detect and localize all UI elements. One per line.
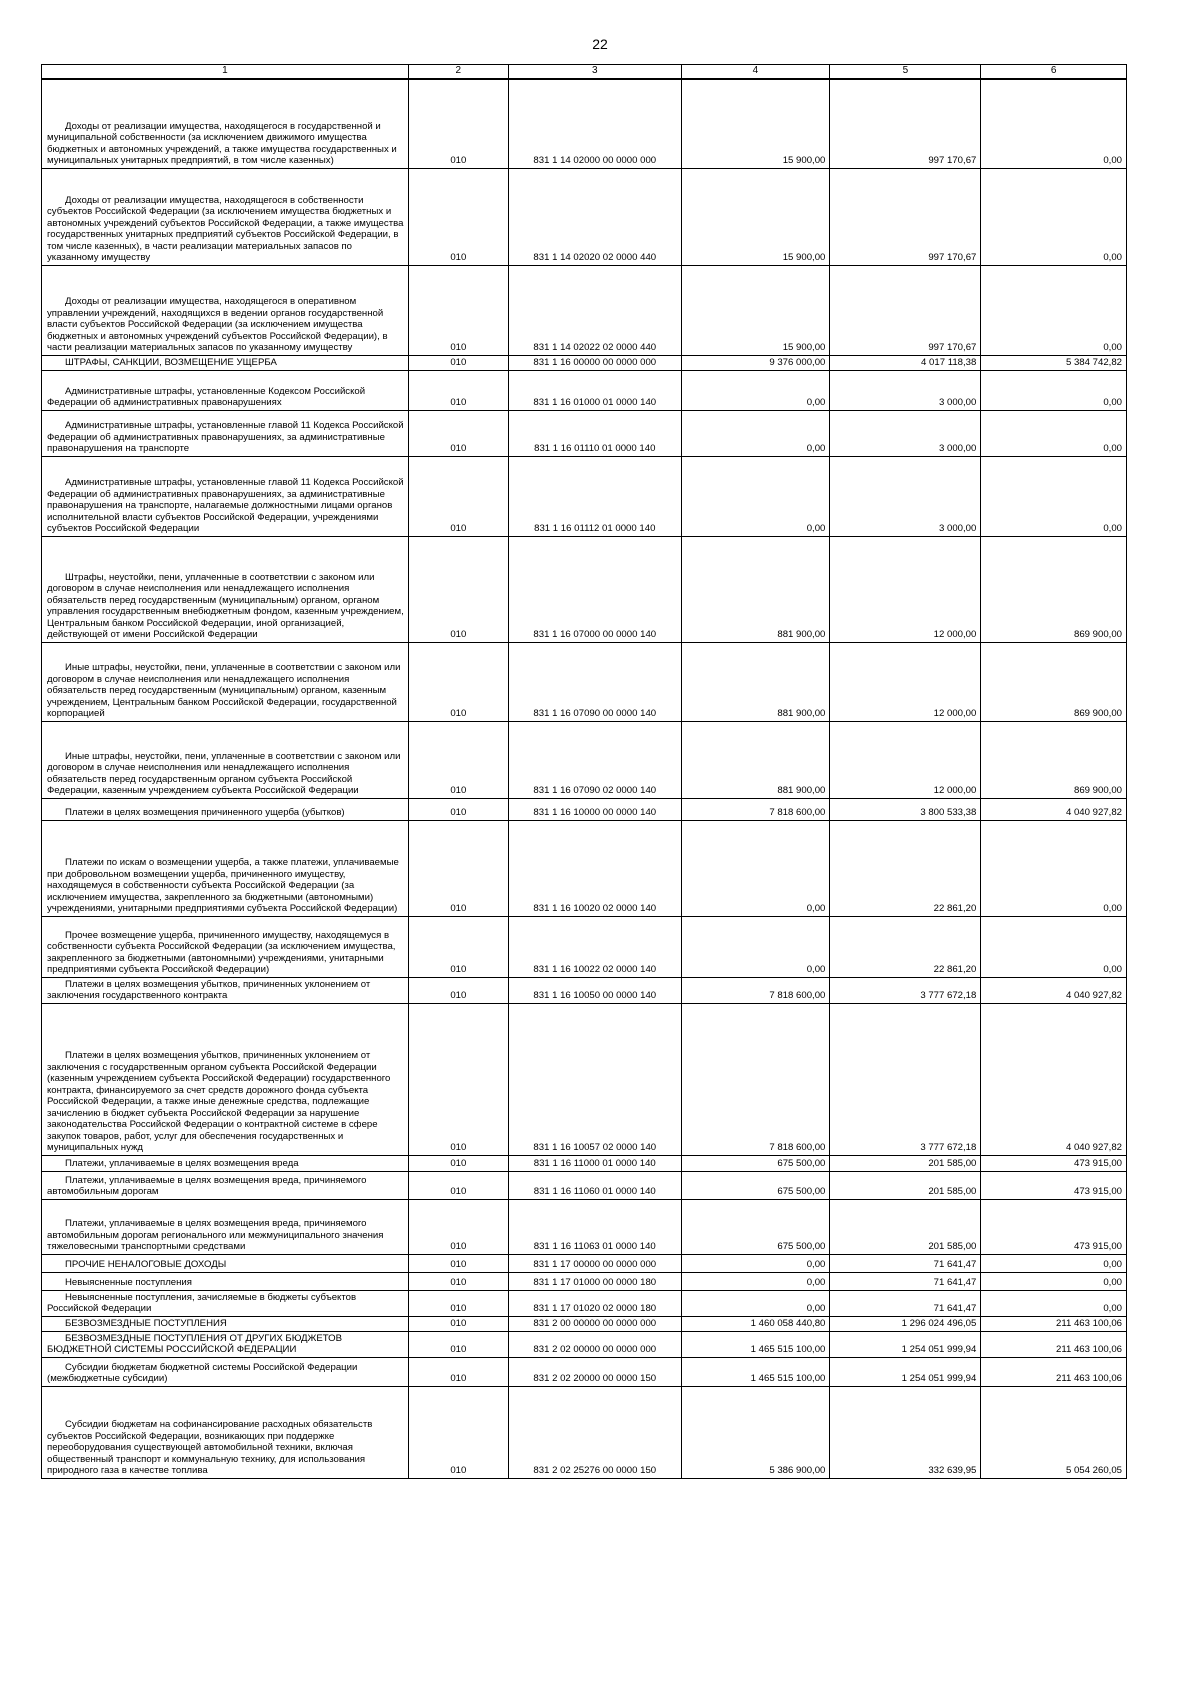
row-executed-amount: 201 585,00 <box>830 1155 981 1171</box>
row-line-code: 010 <box>408 265 508 355</box>
row-executed-amount: 997 170,67 <box>830 168 981 265</box>
row-budget-code: 831 1 17 01000 00 0000 180 <box>508 1272 681 1290</box>
table-row <box>42 977 1127 1003</box>
row-approved-amount: 1 460 058 440,80 <box>681 1316 830 1331</box>
row-name-text: Субсидии бюджетам на софинансирование расходных обязательств субъектов Российской Федерации, возникающих при поддержке переоборудования существующей автомобильной техники, включая общественный транспорт и коммунальную технику, для использования природного газа в качестве топлива <box>47 1419 373 1476</box>
row-name-text: Платежи, уплачиваемые в целях возмещения вреда <box>65 1158 299 1169</box>
row-name <box>42 1357 409 1386</box>
row-name <box>42 536 409 642</box>
row-name <box>42 642 409 721</box>
row-unexecuted-amount: 5 384 742,82 <box>981 355 1127 370</box>
row-executed-amount: 71 641,47 <box>830 1290 981 1316</box>
table-row <box>42 1254 1127 1272</box>
row-line-code: 010 <box>408 642 508 721</box>
row-unexecuted-amount: 211 463 100,06 <box>981 1331 1127 1357</box>
row-name-text: Доходы от реализации имущества, находящегося в государственной и муниципальной собственности (за исключением движимого имущества бюджетных и автономных учреждений, а также имущества государственных и муниципальных унитарных предприятий, в том числе казенных) <box>47 120 397 166</box>
row-line-code: 010 <box>408 1290 508 1316</box>
row-name-text: Платежи в целях возмещения убытков, причиненных уклонением от заключения с государственным органом субъекта Российской Федерации (казенным учреждением субъекта Российской Федерации) государственного контракта, финансируемого за счет средств дорожного фонда субъекта Российской Федерации, а также иные денежные средства, подлежащие зачислению в бюджет субъекта Российской Федерации за нарушение законодательства Российской Федерации о контрактной системе в сфере закупок товаров, работ, услуг для обеспечения государственных и муниципальных нужд <box>47 1050 391 1153</box>
row-approved-amount: 0,00 <box>681 1290 830 1316</box>
row-line-code: 010 <box>408 1171 508 1199</box>
table-row <box>42 798 1127 820</box>
row-name-text: Платежи в целях возмещения причиненного ущерба (убытков) <box>65 807 345 818</box>
row-executed-amount: 3 777 672,18 <box>830 977 981 1003</box>
row-budget-code: 831 2 00 00000 00 0000 000 <box>508 1316 681 1331</box>
column-header: 4 <box>681 65 830 80</box>
row-approved-amount: 0,00 <box>681 1272 830 1290</box>
table-row <box>42 642 1127 721</box>
row-name <box>42 370 409 410</box>
row-name-text: БЕЗВОЗМЕЗДНЫЕ ПОСТУПЛЕНИЯ ОТ ДРУГИХ БЮДЖЕТОВ БЮДЖЕТНОЙ СИСТЕМЫ РОССИЙСКОЙ ФЕДЕРАЦИИ <box>47 1332 343 1355</box>
table-row <box>42 1171 1127 1199</box>
row-executed-amount: 22 861,20 <box>830 820 981 916</box>
row-name <box>42 79 409 168</box>
row-executed-amount: 1 296 024 496,05 <box>830 1316 981 1331</box>
row-unexecuted-amount: 869 900,00 <box>981 721 1127 798</box>
row-budget-code: 831 1 16 10050 00 0000 140 <box>508 977 681 1003</box>
column-header: 3 <box>508 65 681 80</box>
row-name <box>42 355 409 370</box>
row-unexecuted-amount: 0,00 <box>981 370 1127 410</box>
row-budget-code: 831 1 16 10057 02 0000 140 <box>508 1003 681 1155</box>
table-row <box>42 820 1127 916</box>
row-budget-code: 831 1 16 11060 01 0000 140 <box>508 1171 681 1199</box>
table-row <box>42 536 1127 642</box>
row-name <box>42 410 409 456</box>
table-row <box>42 168 1127 265</box>
row-line-code: 010 <box>408 79 508 168</box>
row-name-text: Платежи, уплачиваемые в целях возмещения вреда, причиняемого автомобильным дорогам <box>47 1174 367 1197</box>
row-line-code: 010 <box>408 355 508 370</box>
row-executed-amount: 22 861,20 <box>830 916 981 977</box>
row-executed-amount: 201 585,00 <box>830 1171 981 1199</box>
row-approved-amount: 675 500,00 <box>681 1199 830 1254</box>
row-budget-code: 831 1 16 07090 02 0000 140 <box>508 721 681 798</box>
row-name-text: Субсидии бюджетам бюджетной системы Российской Федерации (межбюджетные субсидии) <box>47 1361 358 1384</box>
row-executed-amount: 997 170,67 <box>830 265 981 355</box>
budget-revenue-table <box>41 64 1127 1479</box>
row-name-text: Иные штрафы, неустойки, пени, уплаченные в соответствии с законом или договором в случае неисполнения или ненадлежащего исполнения обязательств перед государственным органом субъекта Российской Федерации, казенным учреждением субъекта Российской Федерации <box>47 750 401 796</box>
row-name <box>42 977 409 1003</box>
row-executed-amount: 1 254 051 999,94 <box>830 1331 981 1357</box>
row-line-code: 010 <box>408 1003 508 1155</box>
row-executed-amount: 3 000,00 <box>830 410 981 456</box>
row-line-code: 010 <box>408 916 508 977</box>
row-line-code: 010 <box>408 1357 508 1386</box>
row-budget-code: 831 1 16 11063 01 0000 140 <box>508 1199 681 1254</box>
row-name <box>42 1272 409 1290</box>
table-row <box>42 1316 1127 1331</box>
row-approved-amount: 7 818 600,00 <box>681 977 830 1003</box>
row-executed-amount: 12 000,00 <box>830 536 981 642</box>
row-name-text: Невыясненные поступления, зачисляемые в бюджеты субъектов Российской Федерации <box>47 1291 357 1314</box>
row-unexecuted-amount: 211 463 100,06 <box>981 1357 1127 1386</box>
row-unexecuted-amount: 0,00 <box>981 1254 1127 1272</box>
row-name-text: ШТРАФЫ, САНКЦИИ, ВОЗМЕЩЕНИЕ УЩЕРБА <box>65 357 277 368</box>
row-unexecuted-amount: 0,00 <box>981 1272 1127 1290</box>
row-name-text: БЕЗВОЗМЕЗДНЫЕ ПОСТУПЛЕНИЯ <box>65 1318 227 1329</box>
table-row <box>42 721 1127 798</box>
row-budget-code: 831 1 16 07090 00 0000 140 <box>508 642 681 721</box>
row-unexecuted-amount: 4 040 927,82 <box>981 1003 1127 1155</box>
row-name <box>42 1171 409 1199</box>
table-row <box>42 1003 1127 1155</box>
table-row <box>42 1290 1127 1316</box>
row-name-text: Платежи в целях возмещения убытков, причиненных уклонением от заключения государственного контракта <box>47 978 371 1001</box>
table-row <box>42 1155 1127 1171</box>
row-budget-code: 831 1 14 02000 00 0000 000 <box>508 79 681 168</box>
row-name <box>42 820 409 916</box>
table-body <box>42 79 1127 1478</box>
row-name <box>42 1254 409 1272</box>
table-row <box>42 1199 1127 1254</box>
row-name <box>42 1386 409 1478</box>
row-unexecuted-amount: 473 915,00 <box>981 1171 1127 1199</box>
row-executed-amount: 3 000,00 <box>830 370 981 410</box>
row-budget-code: 831 1 14 02020 02 0000 440 <box>508 168 681 265</box>
row-executed-amount: 4 017 118,38 <box>830 355 981 370</box>
row-executed-amount: 71 641,47 <box>830 1272 981 1290</box>
table-row <box>42 265 1127 355</box>
row-executed-amount: 332 639,95 <box>830 1386 981 1478</box>
row-approved-amount: 1 465 515 100,00 <box>681 1331 830 1357</box>
row-approved-amount: 0,00 <box>681 820 830 916</box>
row-line-code: 010 <box>408 1155 508 1171</box>
row-executed-amount: 12 000,00 <box>830 642 981 721</box>
row-name <box>42 916 409 977</box>
row-approved-amount: 881 900,00 <box>681 642 830 721</box>
row-name <box>42 1155 409 1171</box>
row-name <box>42 1331 409 1357</box>
row-line-code: 010 <box>408 721 508 798</box>
row-name <box>42 168 409 265</box>
table-row <box>42 1357 1127 1386</box>
row-name <box>42 1316 409 1331</box>
row-approved-amount: 0,00 <box>681 1254 830 1272</box>
row-name-text: Доходы от реализации имущества, находящегося в оперативном управлении учреждений, находящихся в ведении органов государственной власти субъектов Российской Федерации (за исключением имущества бюджетных и автономных учреждений субъектов Российской Федерации), в части реализации материальных запасов по указанному имуществу <box>47 296 388 353</box>
row-budget-code: 831 1 16 00000 00 0000 000 <box>508 355 681 370</box>
row-name-text: ПРОЧИЕ НЕНАЛОГОВЫЕ ДОХОДЫ <box>65 1259 227 1270</box>
row-budget-code: 831 2 02 25276 00 0000 150 <box>508 1386 681 1478</box>
row-unexecuted-amount: 0,00 <box>981 265 1127 355</box>
row-unexecuted-amount: 211 463 100,06 <box>981 1316 1127 1331</box>
row-executed-amount: 997 170,67 <box>830 79 981 168</box>
row-unexecuted-amount: 4 040 927,82 <box>981 798 1127 820</box>
row-budget-code: 831 1 16 01000 01 0000 140 <box>508 370 681 410</box>
row-line-code: 010 <box>408 1272 508 1290</box>
table-row <box>42 1331 1127 1357</box>
row-approved-amount: 881 900,00 <box>681 536 830 642</box>
row-budget-code: 831 1 16 01110 01 0000 140 <box>508 410 681 456</box>
row-approved-amount: 881 900,00 <box>681 721 830 798</box>
row-budget-code: 831 1 16 10020 02 0000 140 <box>508 820 681 916</box>
row-approved-amount: 15 900,00 <box>681 79 830 168</box>
row-unexecuted-amount: 473 915,00 <box>981 1155 1127 1171</box>
row-name-text: Доходы от реализации имущества, находящегося в собственности субъектов Российской Федерации (за исключением имущества бюджетных и автономных учреждений субъектов Российской Федерации, а также имущества государственных унитарных предприятий субъектов Российской Федерации, в том числе казенных), в части реализации материальных запасов по указанному имуществу <box>47 194 404 263</box>
row-name <box>42 1290 409 1316</box>
row-budget-code: 831 2 02 20000 00 0000 150 <box>508 1357 681 1386</box>
row-name-text: Иные штрафы, неустойки, пени, уплаченные в соответствии с законом или договором в случае неисполнения или ненадлежащего исполнения обязательств перед государственным (муниципальным) органом, казенным учреждением, Центральным банком Российской Федерации, государственной корпорацией <box>47 662 401 719</box>
row-unexecuted-amount: 869 900,00 <box>981 642 1127 721</box>
row-line-code: 010 <box>408 1316 508 1331</box>
row-budget-code: 831 1 16 11000 01 0000 140 <box>508 1155 681 1171</box>
row-approved-amount: 0,00 <box>681 456 830 536</box>
row-budget-code: 831 1 16 01112 01 0000 140 <box>508 456 681 536</box>
row-approved-amount: 0,00 <box>681 916 830 977</box>
row-line-code: 010 <box>408 456 508 536</box>
row-executed-amount: 12 000,00 <box>830 721 981 798</box>
row-name-text: Штрафы, неустойки, пени, уплаченные в соответствии с законом или договором в случае неисполнения или ненадлежащего исполнения обязательств перед государственным (муниципальным) органом, органом управления государственным внебюджетным фондом, казенным учреждением, Центральным банком Российской Федерации, иной организацией, действующей от имени Российской Федерации <box>47 571 404 640</box>
row-unexecuted-amount: 0,00 <box>981 410 1127 456</box>
row-name-text: Платежи, уплачиваемые в целях возмещения вреда, причиняемого автомобильным дорогам регионального или межмуниципального значения тяжеловесными транспортными средствами <box>47 1218 384 1252</box>
row-budget-code: 831 1 16 07000 00 0000 140 <box>508 536 681 642</box>
row-budget-code: 831 1 14 02022 02 0000 440 <box>508 265 681 355</box>
row-unexecuted-amount: 4 040 927,82 <box>981 977 1127 1003</box>
row-budget-code: 831 1 17 01020 02 0000 180 <box>508 1290 681 1316</box>
row-line-code: 010 <box>408 370 508 410</box>
row-line-code: 010 <box>408 798 508 820</box>
row-executed-amount: 3 777 672,18 <box>830 1003 981 1155</box>
row-line-code: 010 <box>408 410 508 456</box>
row-line-code: 010 <box>408 168 508 265</box>
table-row <box>42 456 1127 536</box>
row-unexecuted-amount: 473 915,00 <box>981 1199 1127 1254</box>
row-approved-amount: 0,00 <box>681 410 830 456</box>
table-row <box>42 1272 1127 1290</box>
row-name <box>42 1003 409 1155</box>
row-line-code: 010 <box>408 1254 508 1272</box>
row-name <box>42 798 409 820</box>
row-name <box>42 456 409 536</box>
row-approved-amount: 1 465 515 100,00 <box>681 1357 830 1386</box>
table-row <box>42 370 1127 410</box>
row-executed-amount: 1 254 051 999,94 <box>830 1357 981 1386</box>
row-name <box>42 265 409 355</box>
table-row <box>42 355 1127 370</box>
row-budget-code: 831 1 16 10022 02 0000 140 <box>508 916 681 977</box>
row-approved-amount: 7 818 600,00 <box>681 1003 830 1155</box>
row-approved-amount: 9 376 000,00 <box>681 355 830 370</box>
table-row <box>42 410 1127 456</box>
row-unexecuted-amount: 0,00 <box>981 1290 1127 1316</box>
row-executed-amount: 3 000,00 <box>830 456 981 536</box>
column-header: 2 <box>408 65 508 80</box>
row-approved-amount: 675 500,00 <box>681 1171 830 1199</box>
row-name <box>42 1199 409 1254</box>
row-unexecuted-amount: 0,00 <box>981 79 1127 168</box>
row-line-code: 010 <box>408 820 508 916</box>
row-approved-amount: 0,00 <box>681 370 830 410</box>
header-row <box>42 65 1127 80</box>
row-unexecuted-amount: 869 900,00 <box>981 536 1127 642</box>
row-name-text: Платежи по искам о возмещении ущерба, а также платежи, уплачиваемые при добровольном возмещении ущерба, причиненного имуществу, находящемуся в собственности субъекта Российской Федерации (за исключением имущества, закрепленного за бюджетными (автономными) учреждениями, унитарными предприятиями субъекта Российской Федерации) <box>47 857 399 914</box>
row-approved-amount: 675 500,00 <box>681 1155 830 1171</box>
row-budget-code: 831 1 16 10000 00 0000 140 <box>508 798 681 820</box>
row-approved-amount: 7 818 600,00 <box>681 798 830 820</box>
row-name-text: Административные штрафы, установленные Кодексом Российской Федерации об административных правонарушениях <box>47 385 366 408</box>
row-unexecuted-amount: 0,00 <box>981 168 1127 265</box>
row-executed-amount: 3 800 533,38 <box>830 798 981 820</box>
row-unexecuted-amount: 0,00 <box>981 916 1127 977</box>
row-name <box>42 721 409 798</box>
table-row <box>42 1386 1127 1478</box>
row-approved-amount: 15 900,00 <box>681 265 830 355</box>
column-header: 5 <box>830 65 981 80</box>
row-line-code: 010 <box>408 977 508 1003</box>
row-name-text: Административные штрафы, установленные главой 11 Кодекса Российской Федерации об административных правонарушениях, за административные правонарушения на транспорте <box>47 420 404 454</box>
row-unexecuted-amount: 0,00 <box>981 820 1127 916</box>
row-name-text: Прочее возмещение ущерба, причиненного имуществу, находящемуся в собственности субъекта Российской Федерации (за исключением имущества, закрепленного за бюджетными (автономными) учреждениями, унитарными предприятиями субъекта Российской Федерации) <box>47 929 396 975</box>
row-line-code: 010 <box>408 536 508 642</box>
row-executed-amount: 71 641,47 <box>830 1254 981 1272</box>
row-unexecuted-amount: 5 054 260,05 <box>981 1386 1127 1478</box>
row-line-code: 010 <box>408 1386 508 1478</box>
row-unexecuted-amount: 0,00 <box>981 456 1127 536</box>
row-approved-amount: 5 386 900,00 <box>681 1386 830 1478</box>
row-name-text: Невыясненные поступления <box>65 1277 192 1288</box>
column-header: 1 <box>42 65 409 80</box>
row-approved-amount: 15 900,00 <box>681 168 830 265</box>
table-row <box>42 916 1127 977</box>
row-line-code: 010 <box>408 1331 508 1357</box>
row-budget-code: 831 1 17 00000 00 0000 000 <box>508 1254 681 1272</box>
table-row <box>42 79 1127 168</box>
row-budget-code: 831 2 02 00000 00 0000 000 <box>508 1331 681 1357</box>
page-number: 22 <box>592 36 608 52</box>
column-header: 6 <box>981 65 1127 80</box>
row-executed-amount: 201 585,00 <box>830 1199 981 1254</box>
row-name-text: Административные штрафы, установленные главой 11 Кодекса Российской Федерации об административных правонарушениях, за административные правонарушения на транспорте, налагаемые должностными лицами органов исполнительной власти субъектов Российской Федерации, учреждениями субъектов Российской Федерации <box>47 477 404 534</box>
row-line-code: 010 <box>408 1199 508 1254</box>
